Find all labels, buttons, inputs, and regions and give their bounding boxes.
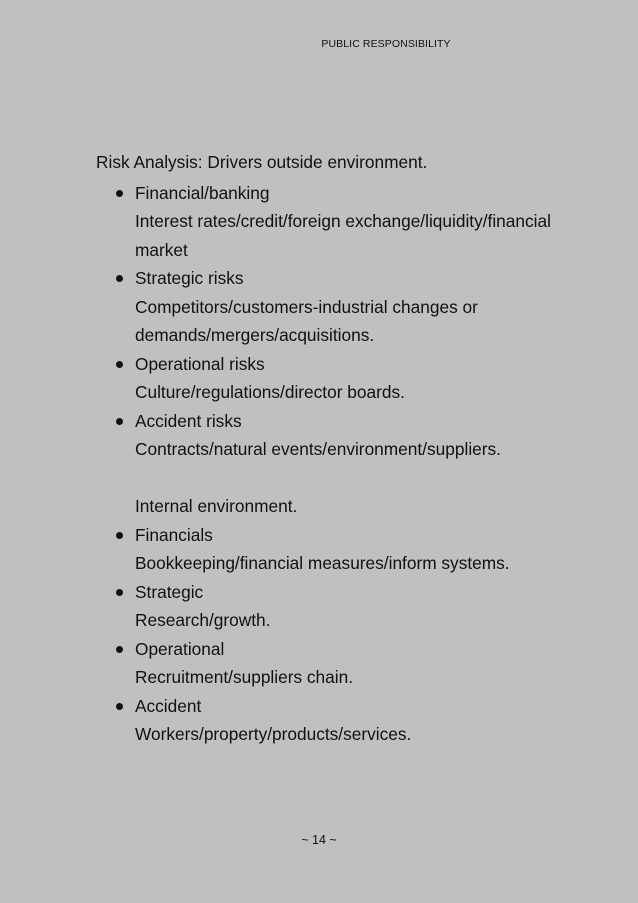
internal-environment-heading: Internal environment. — [135, 496, 298, 516]
page-footer — [0, 833, 638, 847]
bullet-icon — [116, 418, 123, 425]
list-item-detail: Competitors/customers-industrial changes or demands/mergers/acquisitions. — [135, 296, 478, 345]
running-header — [0, 38, 638, 50]
list-item — [96, 179, 566, 265]
bullet-icon — [116, 703, 123, 710]
list-item-title: Financial/banking — [135, 182, 270, 203]
bullet-icon — [116, 275, 123, 282]
list-item-detail: Workers/property/products/services. — [135, 724, 412, 744]
list-item-detail: Culture/regulations/director boards. — [135, 382, 405, 402]
list-item — [96, 350, 566, 407]
list-item — [96, 407, 566, 464]
running-header-title: PUBLIC RESPONSIBILITY — [321, 38, 451, 50]
page-number: ~ 14 ~ — [301, 833, 337, 847]
list-item-title: Strategic risks — [135, 268, 244, 288]
list-item — [96, 578, 566, 635]
page-body — [96, 148, 566, 749]
section-heading: Risk Analysis: Drivers outside environment. — [96, 152, 428, 172]
list-item-title: Financials — [135, 524, 213, 545]
list-item-detail: Contracts/natural events/environment/suppliers. — [135, 439, 501, 459]
list-item-detail: Interest rates/credit/foreign exchange/liquidity/financial market — [135, 211, 551, 260]
list-item-detail: Bookkeeping/financial measures/inform systems. — [135, 553, 510, 573]
outside-drivers-list — [96, 179, 566, 464]
bullet-icon — [116, 190, 123, 197]
internal-drivers-list — [96, 521, 566, 749]
bullet-icon — [116, 532, 123, 539]
bullet-icon — [116, 589, 123, 596]
list-item-title: Operational — [135, 638, 225, 659]
list-item-title: Accident — [135, 695, 202, 716]
list-item — [96, 264, 566, 350]
list-item-title: Strategic — [135, 581, 204, 602]
list-item-detail: Research/growth. — [135, 610, 271, 630]
bullet-icon — [116, 646, 123, 653]
list-item — [96, 692, 566, 749]
list-item-title: Operational risks — [135, 353, 265, 374]
bullet-icon — [116, 361, 123, 368]
list-item — [96, 521, 566, 578]
list-item — [96, 635, 566, 692]
list-item-title: Accident risks — [135, 410, 242, 431]
list-item-detail: Recruitment/suppliers chain. — [135, 667, 354, 687]
